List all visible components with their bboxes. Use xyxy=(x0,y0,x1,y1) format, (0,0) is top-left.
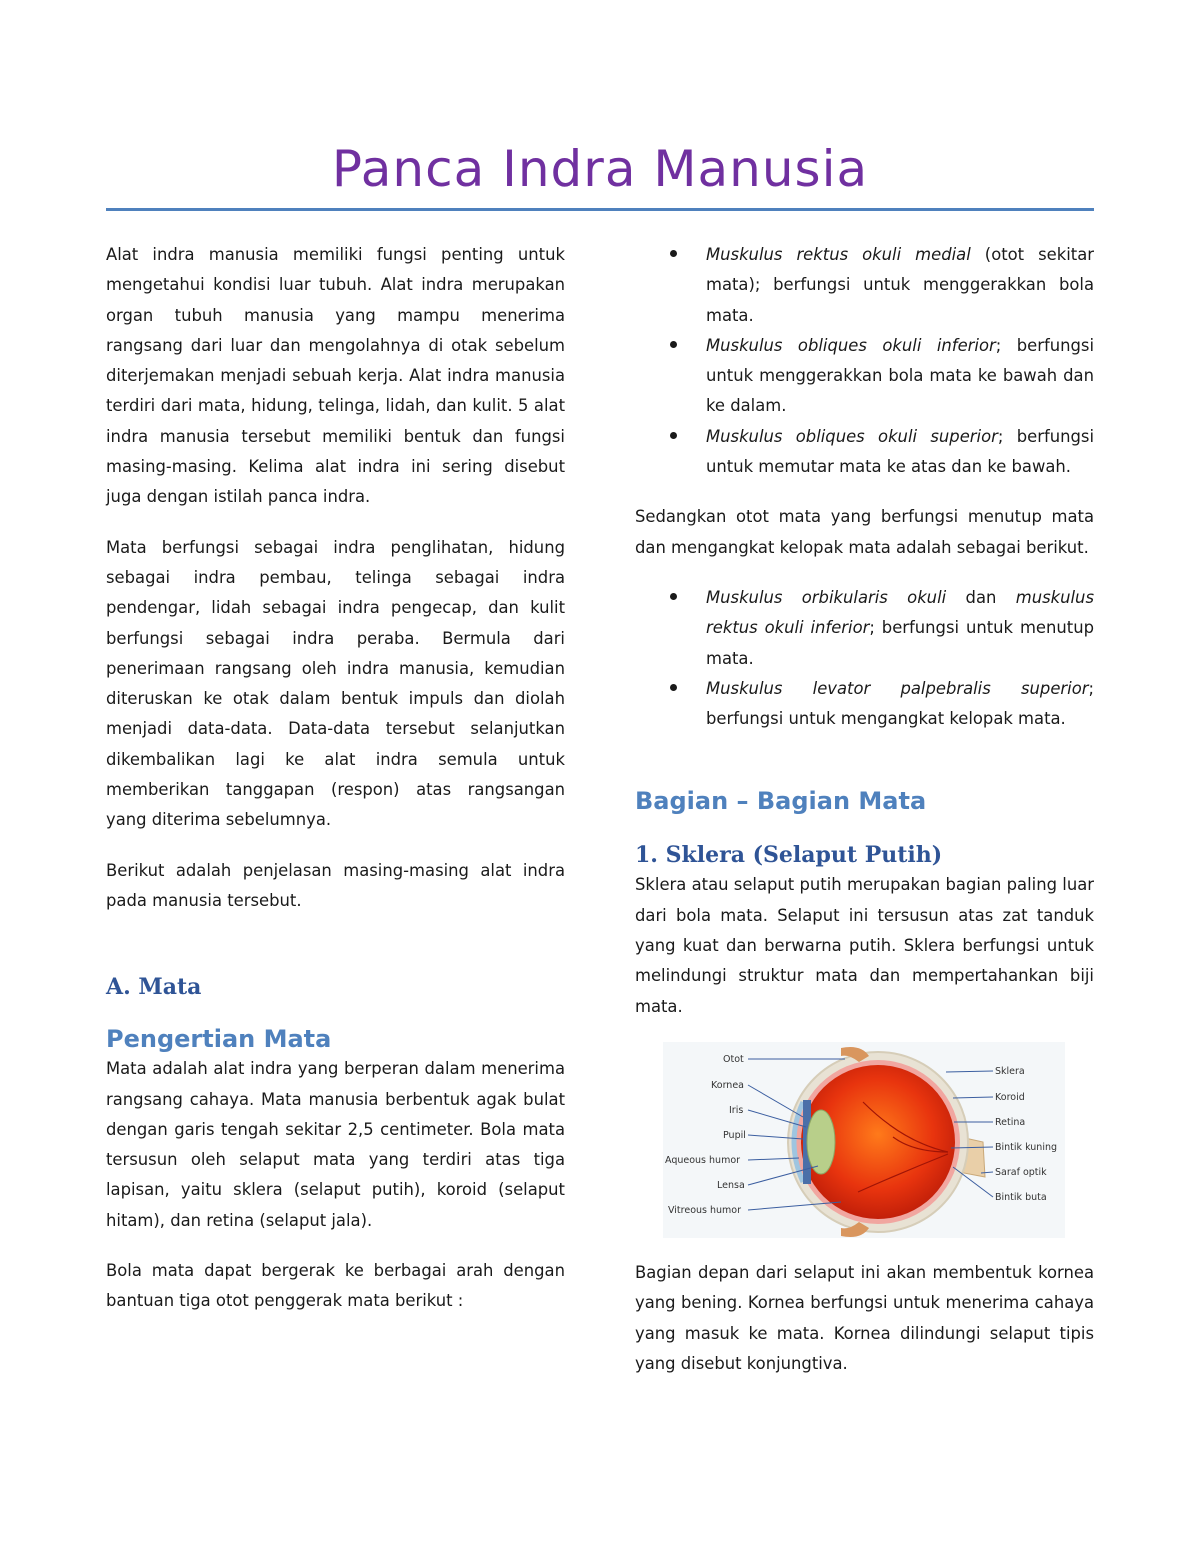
eye-muscle-intro-paragraph: Bola mata dapat bergerak ke berbagai arah dengan bantuan tiga otot penggerak mata berikut : xyxy=(106,1261,565,1311)
bullet-icon xyxy=(670,432,677,439)
label-otot: Otot xyxy=(723,1053,744,1065)
bullet-icon xyxy=(670,250,677,257)
heading-sklera: 1. Sklera (Selaput Putih) xyxy=(635,842,943,869)
eyelid-muscle-list xyxy=(635,583,1094,734)
heading-mata: A. Mata xyxy=(106,974,202,1001)
label-iris: Iris xyxy=(729,1104,744,1116)
eye-diagram-svg xyxy=(663,1042,1065,1238)
label-saraf-optik: Saraf optik xyxy=(995,1166,1047,1178)
list-item: Muskulus rektus okuli medial (otot sekitar mata); berfungsi untuk menggerakkan bola mata. xyxy=(635,240,1094,331)
bullet-icon xyxy=(670,684,677,691)
list-item: Muskulus orbikularis okuli dan muskulus rektus okuli inferior; berfungsi untuk menutup mata. xyxy=(635,583,1094,674)
eye-muscle-list xyxy=(635,240,1094,482)
senses-paragraph: Mata berfungsi sebagai indra penglihatan, hidung sebagai indra pembau, telinga sebagai indra pendengar, lidah sebagai indra pengecap, dan kulit berfungsi sebagai indra peraba. Bermula dari penerimaan rangsang oleh indra manusia, kemudian diteruskan ke otak dalam bentuk impuls dan diolah menjadi data-data. Data-data tersebut selanjutkan dikembalikan lagi ke alat indra semula untuk memberikan tanggapan (respon) atas rangsangan yang diterima sebelumnya. xyxy=(106,537,565,830)
label-koroid: Koroid xyxy=(995,1091,1025,1103)
eye-anatomy-diagram xyxy=(663,1042,1065,1238)
label-kornea: Kornea xyxy=(711,1079,744,1091)
heading-pengertian-mata: Pengertian Mata xyxy=(106,1025,332,1054)
lens-shape xyxy=(807,1110,835,1174)
bullet-icon xyxy=(670,593,677,600)
label-pupil: Pupil xyxy=(723,1129,746,1141)
bullet-icon xyxy=(670,341,677,348)
label-bintik-buta: Bintik buta xyxy=(995,1191,1047,1203)
list-item: Muskulus obliques okuli inferior; berfungsi untuk menggerakkan bola mata ke bawah dan ke dalam. xyxy=(635,331,1094,422)
page-title: Panca Indra Manusia xyxy=(331,140,869,198)
label-bintik-kuning: Bintik kuning xyxy=(995,1141,1058,1153)
label-vitreous-humor: Vitreous humor xyxy=(668,1204,742,1216)
eyelid-muscle-paragraph: Sedangkan otot mata yang berfungsi menutup mata dan mengangkat kelopak mata adalah sebagai berikut. xyxy=(635,507,1094,557)
list-item: Muskulus levator palpebralis superior; berfungsi untuk mengangkat kelopak mata. xyxy=(635,674,1094,735)
label-retina: Retina xyxy=(995,1116,1026,1128)
eye-definition-paragraph: Mata adalah alat indra yang berperan dalam menerima rangsang cahaya. Mata manusia berbentuk agak bulat dengan garis tengah sekitar 2,5 centimeter. Bola mata tersusun oleh selaput mata yang terdiri atas tiga lapisan, yaitu sklera (selaput putih), koroid (selaput hitam), dan retina (selaput jala). xyxy=(106,1059,565,1230)
explanation-paragraph: Berikut adalah penjelasan masing-masing alat indra pada manusia tersebut. xyxy=(106,860,565,910)
title-underline xyxy=(106,208,1094,211)
heading-bagian-mata: Bagian – Bagian Mata xyxy=(635,787,927,816)
label-lensa: Lensa xyxy=(717,1179,745,1191)
right-column xyxy=(635,240,1094,1379)
label-aqueous-humor: Aqueous humor xyxy=(665,1154,741,1166)
list-item: Muskulus obliques okuli superior; berfungsi untuk memutar mata ke atas dan ke bawah. xyxy=(635,422,1094,483)
intro-paragraph: Alat indra manusia memiliki fungsi penting untuk mengetahui kondisi luar tubuh. Alat indra merupakan organ tubuh manusia yang mampu menerima rangsang dari luar dan mengolahnya di otak sebelum diterjemakan menjadi sebuah kerja. Alat indra manusia terdiri dari mata, hidung, telinga, lidah, dan kulit. 5 alat indra manusia tersebut memiliki bentuk dan fungsi masing-masing. Kelima alat indra ini sering disebut juga dengan istilah panca indra. xyxy=(106,245,565,507)
label-sklera: Sklera xyxy=(995,1065,1025,1077)
left-column xyxy=(106,240,565,1317)
kornea-paragraph: Bagian depan dari selaput ini akan membentuk kornea yang bening. Kornea berfungsi untuk menerima cahaya yang masuk ke mata. Kornea dilindungi selaput tipis yang disebut konjungtiva. xyxy=(635,1262,1094,1373)
sklera-paragraph: Sklera atau selaput putih merupakan bagian paling luar dari bola mata. Selaput ini tersusun atas zat tanduk yang kuat dan berwarna putih. Sklera berfungsi untuk melindungi struktur mata dan mempertahankan biji mata. xyxy=(635,875,1094,1016)
